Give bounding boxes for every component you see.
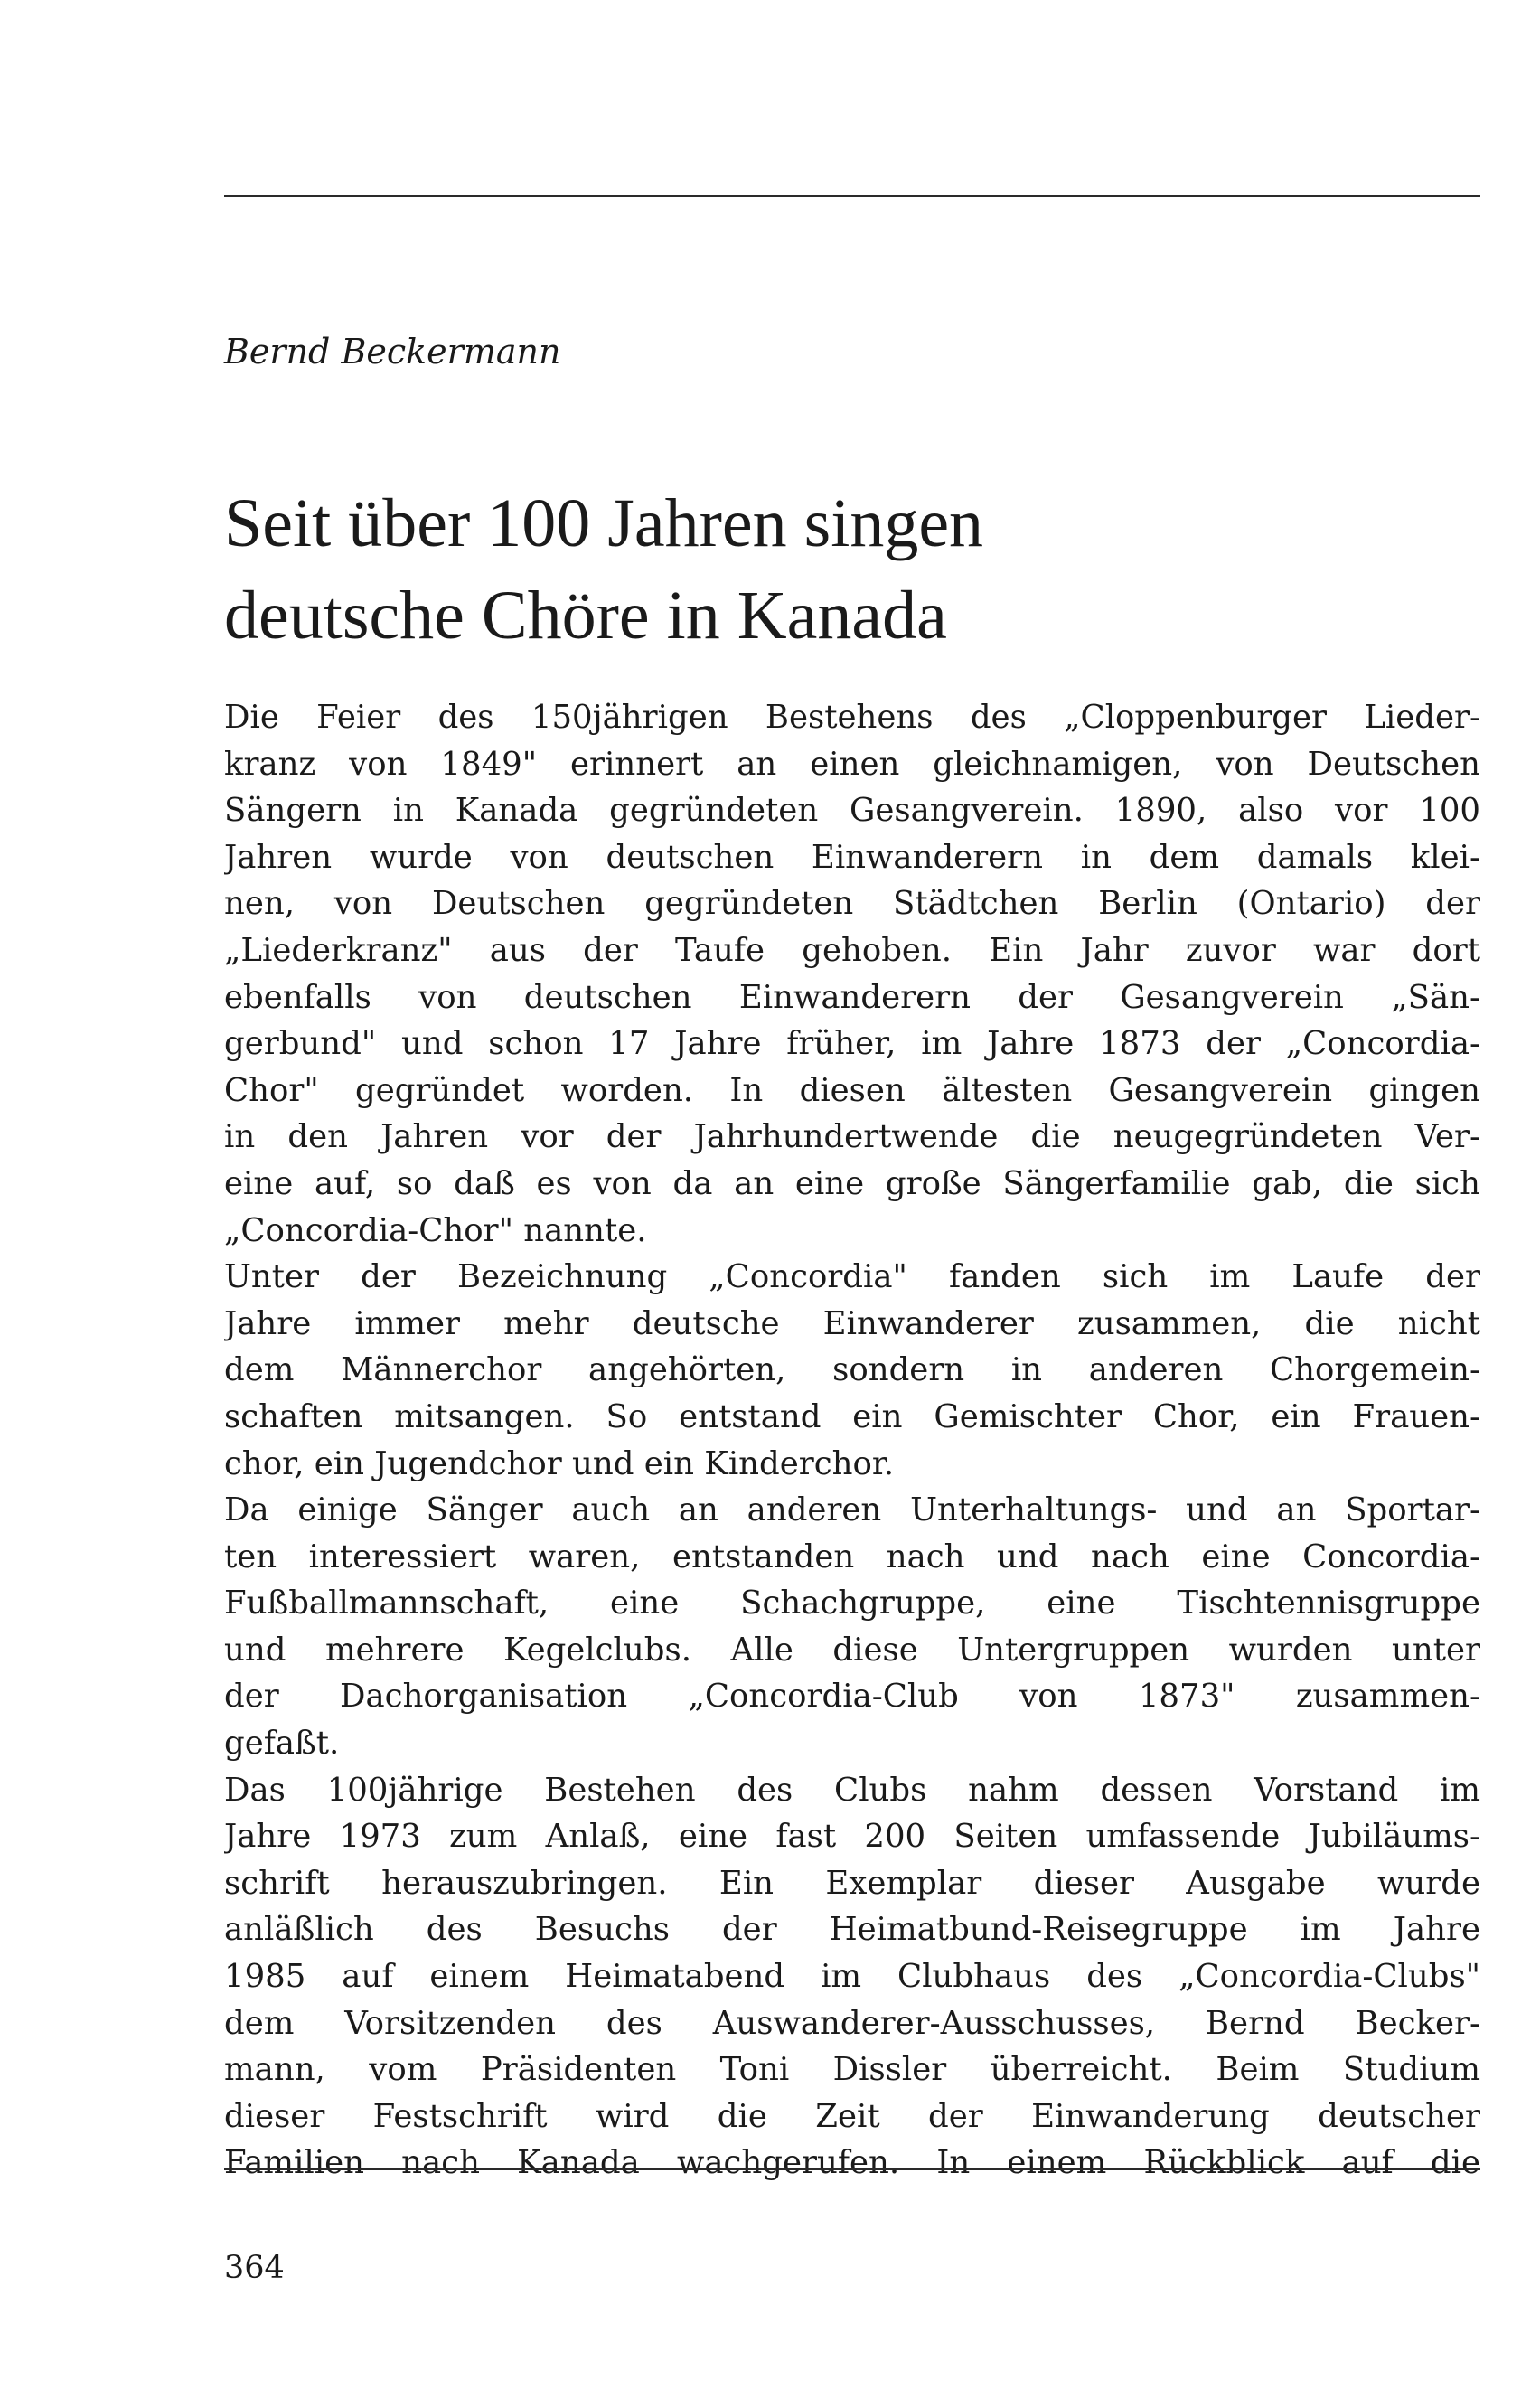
- body-line: gerbund" und schon 17 Jahre früher, im Jahre 1873 der „Concordia-: [224, 1025, 1480, 1063]
- body-line: dieser Festschrift wird die Zeit der Einwanderung deutscher: [224, 2097, 1480, 2135]
- body-line: Das 100jährige Bestehen des Clubs nahm dessen Vorstand im: [224, 1771, 1480, 1809]
- body-line: Chor" gegründet worden. In diesen ältesten Gesangverein gingen: [224, 1071, 1480, 1109]
- body-line: mann, vom Präsidenten Toni Dissler überreicht. Beim Studium: [224, 2051, 1480, 2089]
- body-line: Familien nach Kanada wachgerufen. In einem Rückblick auf die: [224, 2144, 1480, 2182]
- page-number: 364: [224, 2250, 285, 2286]
- body-line: eine auf, so daß es von da an eine große Sängerfamilie gab, die sich: [224, 1164, 1480, 1202]
- author-name: Bernd Beckermann: [224, 332, 561, 372]
- body-line: „Concordia-Chor" nannte.: [224, 1211, 647, 1249]
- body-line: Fußballmannschaft, eine Schachgruppe, eine Tischtennisgruppe: [224, 1585, 1480, 1623]
- body-line: ebenfalls von deutschen Einwanderern der Gesangverein „Sän-: [224, 978, 1480, 1016]
- title-line: deutsche Chöre in Kanada: [224, 578, 947, 654]
- header-rule: [224, 195, 1480, 197]
- footer-rule: [224, 2168, 1480, 2170]
- body-line: schaften mitsangen. So entstand ein Gemischter Chor, ein Frauen-: [224, 1397, 1480, 1435]
- body-line: der Dachorganisation „Concordia-Club von 1873" zusammen-: [224, 1678, 1480, 1716]
- body-line: nen, von Deutschen gegründeten Städtchen Berlin (Ontario) der: [224, 885, 1480, 923]
- body-line: Die Feier des 150jährigen Bestehens des „Cloppenburger Lieder-: [224, 699, 1480, 736]
- title-line: Seit über 100 Jahren singen: [224, 485, 984, 561]
- body-line: Da einige Sänger auch an anderen Unterhaltungs- und an Sportar-: [224, 1491, 1480, 1529]
- body-line: dem Vorsitzenden des Auswanderer-Ausschusses, Bernd Becker-: [224, 2004, 1480, 2042]
- body-line: 1985 auf einem Heimatabend im Clubhaus des „Concordia-Clubs": [224, 1958, 1480, 1996]
- body-line: dem Männerchor angehörten, sondern in anderen Chorgemein-: [224, 1351, 1480, 1389]
- article-body: [224, 694, 1480, 2187]
- body-line: „Liederkranz" aus der Taufe gehoben. Ein Jahr zuvor war dort: [224, 931, 1480, 969]
- body-line: Jahre 1973 zum Anlaß, eine fast 200 Seiten umfassende Jubiläums-: [224, 1818, 1480, 1856]
- body-line: ten interessiert waren, entstanden nach und nach eine Concordia-: [224, 1538, 1480, 1576]
- body-line: Jahre immer mehr deutsche Einwanderer zusammen, die nicht: [224, 1304, 1480, 1342]
- body-line: und mehrere Kegelclubs. Alle diese Untergruppen wurden unter: [224, 1631, 1480, 1669]
- body-line: chor, ein Jugendchor und ein Kinderchor.: [224, 1444, 895, 1482]
- body-line: kranz von 1849" erinnert an einen gleichnamigen, von Deutschen: [224, 745, 1480, 783]
- body-line: Jahren wurde von deutschen Einwanderern in dem damals klei-: [224, 838, 1480, 876]
- body-line: schrift herauszubringen. Ein Exemplar dieser Ausgabe wurde: [224, 1864, 1480, 1902]
- body-line: Unter der Bezeichnung „Concordia" fanden sich im Laufe der: [224, 1258, 1480, 1296]
- body-line: gefaßt.: [224, 1725, 340, 1763]
- body-line: anläßlich des Besuchs der Heimatbund-Reisegruppe im Jahre: [224, 1911, 1480, 1949]
- body-line: Sängern in Kanada gegründeten Gesangverein. 1890, also vor 100: [224, 792, 1480, 830]
- article-title: [224, 477, 1489, 662]
- body-line: in den Jahren vor der Jahrhundertwende die neugegründeten Ver-: [224, 1118, 1480, 1156]
